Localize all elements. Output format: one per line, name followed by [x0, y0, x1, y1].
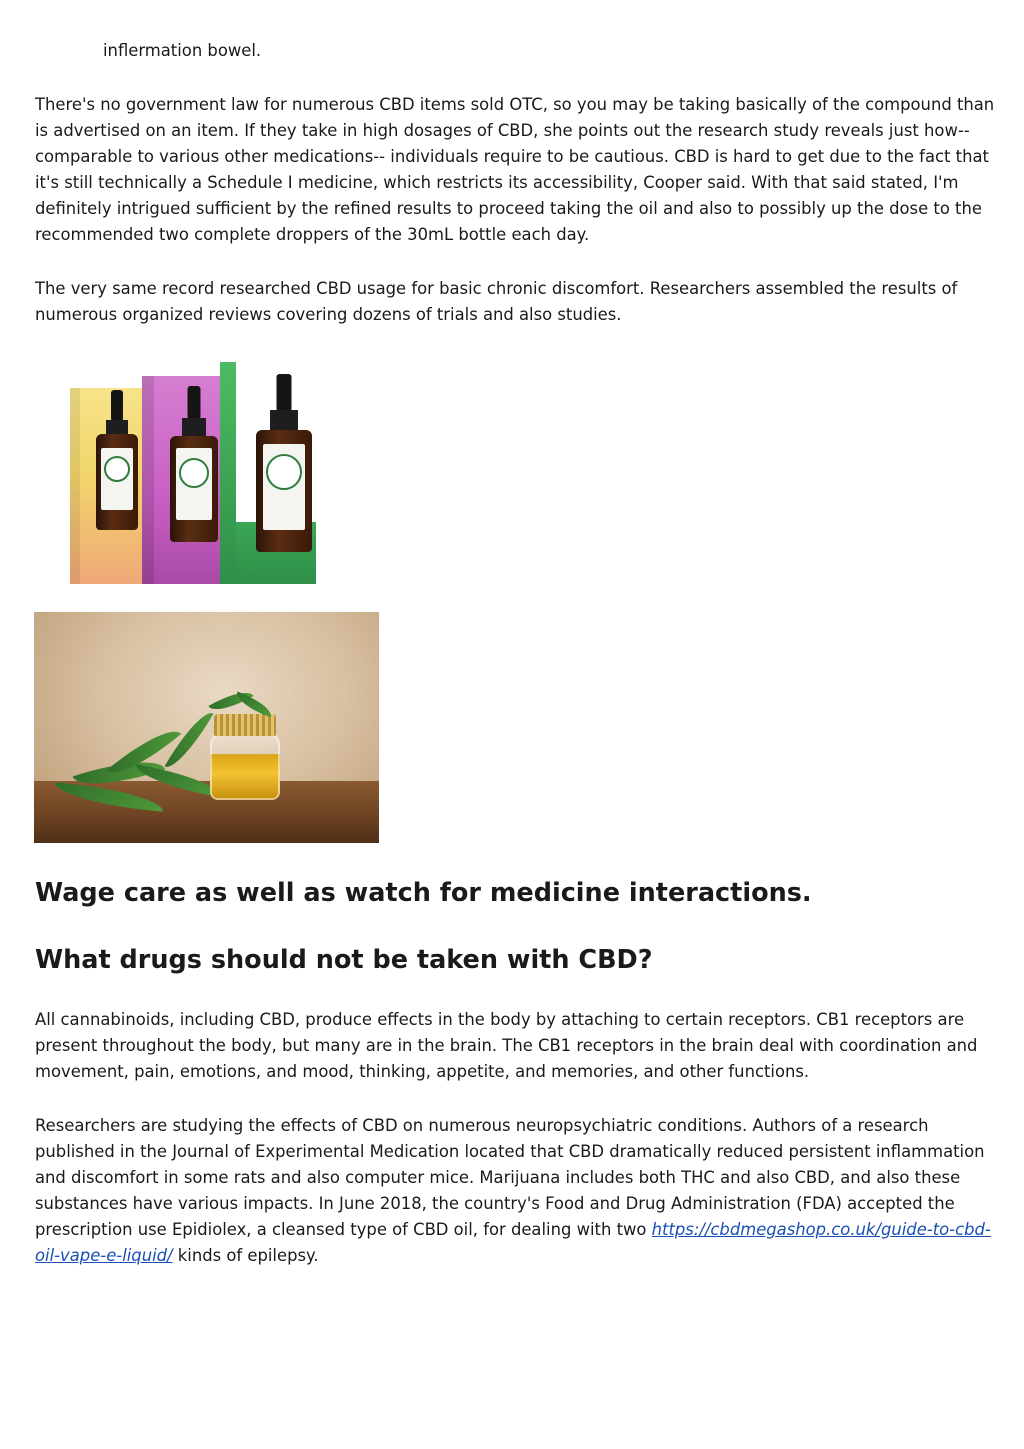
oil-jar: [210, 734, 280, 800]
paragraph-government-law: There's no government law for numerous CBD items sold OTC, so you may be taking basically of the compound than is advertised on an item. If they take in high dosages of CBD, she points out the research study reveals just how-- comparable to various other medications-- individuals require to be cautious. CBD is hard to get due to the fact that it's still technically a Schedule I medicine, which restricts its accessibility, Cooper said. With that said stated, I'm definitely intrigued sufficient by the refined results to proceed taking the oil and also to possibly up the dose to the recommended two complete droppers of the 30mL bottle each day.: [35, 95, 995, 244]
cbdmegashop-guide-link[interactable]: https://cbdmegashop.co.uk/guide-to-cbd-oil-vape-e-liquid/: [35, 1220, 991, 1265]
paragraph-text: All cannabinoids, including CBD, produce effects in the body by attaching to certain receptors. CB1 receptors are present throughout the body, but many are in the brain. The CB1 receptors in the brain deal with coordination and movement, pain, emotions, and mood, thinking, appetite, and memories, and other functions.: [35, 1010, 978, 1081]
cbd-product-boxes-image: [70, 360, 316, 584]
paragraph-inflammation-bowel: inflermation bowel.: [103, 41, 262, 60]
paragraph-neuropsychiatric-conditions: [35, 1113, 995, 1269]
paragraph-text: kinds of epilepsy.: [172, 1246, 319, 1265]
paragraph-cannabinoids-receptors: [35, 1007, 995, 1085]
cbd-oil-jar-photo: [34, 612, 379, 843]
heading-drugs-not-with-cbd: What drugs should not be taken with CBD?: [35, 945, 653, 975]
green-box-bottle: [256, 374, 312, 552]
yellow-box-bottle: [96, 390, 138, 530]
paragraph-text: Researchers are studying the effects of CBD on numerous neuropsychiatric conditions. Authors of a research published in the Journal of Experimental Medication located that CBD dramatically reduced persistent inflammation and discomfort in some rats and also computer mice. Marijuana includes both THC and also CBD, and also these substances have various impacts. In June 2018, the country's Food and Drug Administration (FDA) accepted the prescription use Epidiolex, a cleansed type of CBD oil, for dealing with two: [35, 1116, 985, 1239]
paragraph-chronic-discomfort: The very same record researched CBD usage for basic chronic discomfort. Researchers assembled the results of numerous organized reviews covering dozens of trials and also studies.: [35, 279, 958, 324]
purple-box-bottle: [170, 386, 218, 542]
jar-lid: [214, 714, 276, 736]
heading-medicine-interactions: Wage care as well as watch for medicine interactions.: [35, 878, 812, 908]
